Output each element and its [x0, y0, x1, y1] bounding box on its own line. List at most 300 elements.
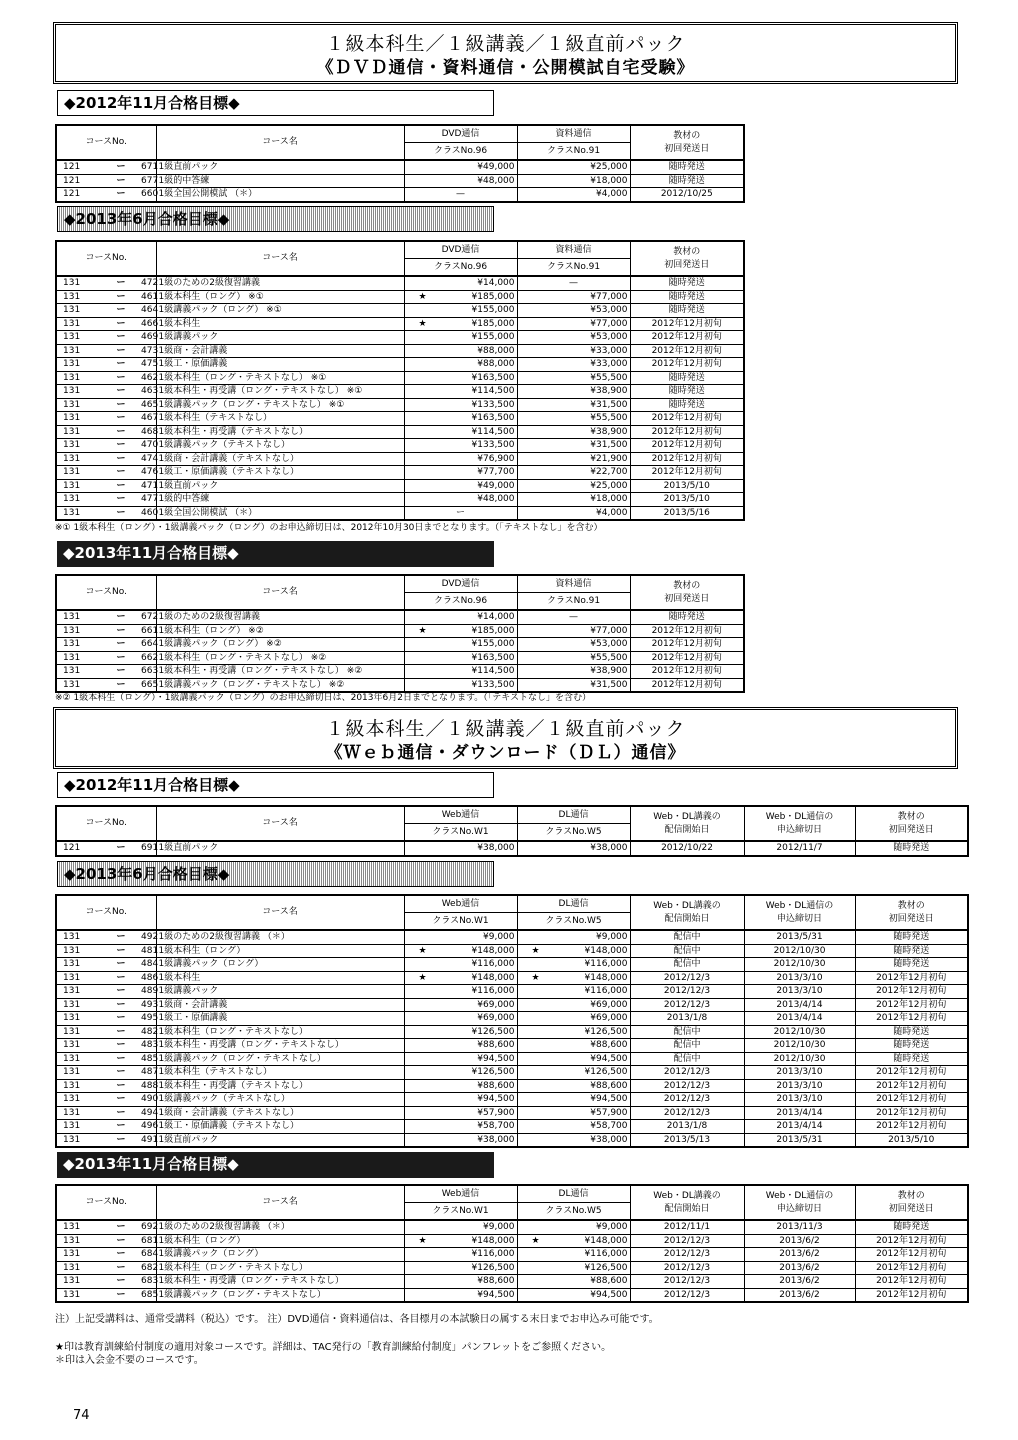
table-row: [56, 624, 744, 638]
footnote-1: 注）上記受講料は、通常受講料（税込）です。 注）DVD通信・資料通信は、各目標月の本試験日の属する末日までお申込み可能です。: [55, 1314, 659, 1325]
course-name: 1級本科生・再受講（ロング・テキストなし） ※②: [156, 665, 404, 679]
dvd-price-value: ¥48,000: [477, 494, 515, 505]
web-table-2013-06: [55, 894, 969, 1148]
web-price: [404, 1220, 517, 1234]
deadline-date: 2012/10/30: [744, 1039, 855, 1053]
dl-price: [517, 958, 630, 972]
table-row: [56, 1275, 968, 1289]
start-date: 2013/5/13: [630, 1133, 744, 1147]
ship-date: 随時発送: [630, 160, 744, 174]
course-name: 1級本科生・再受講（ロング・テキストなし）: [156, 1039, 404, 1053]
dl-price: [517, 1079, 630, 1093]
dvd-price: [404, 188, 517, 202]
course-name: 1級工・原価講義（テキストなし）: [156, 466, 404, 480]
dvd-title-line1: １級本科生／１級講義／１級直前パック: [325, 33, 686, 55]
course-no-dash: ー: [116, 1262, 126, 1273]
table-row: [56, 466, 744, 480]
ship-date: 2012年12月初旬: [855, 1248, 968, 1262]
footnote-3: ＊印は入会金不要のコースです。: [55, 1355, 204, 1366]
table-row: [56, 506, 744, 520]
table-row: [56, 1220, 968, 1234]
course-no-prefix: 131: [63, 480, 81, 491]
shiryo-price: ¥4,000: [517, 188, 630, 202]
dl-price-value: ¥94,500: [590, 1094, 628, 1105]
course-no-dash: ー: [116, 318, 126, 329]
web-price: [404, 1261, 517, 1275]
course-no: [56, 398, 159, 412]
star-icon: ★: [418, 318, 427, 329]
course-no-dash: ー: [116, 1121, 126, 1132]
shiryo-price: ¥55,500: [517, 412, 630, 426]
table-row: [56, 1093, 968, 1107]
web-table-2012-11: [55, 805, 969, 857]
dl-price-value: ¥69,000: [590, 999, 628, 1010]
ship-date: 2012年12月初旬: [855, 1066, 968, 1080]
course-no-dash: ー: [116, 1067, 126, 1078]
shiryo-price: ¥38,900: [517, 665, 630, 679]
course-no-suffix: 481: [141, 945, 159, 956]
ship-date: 随時発送: [630, 174, 744, 188]
course-no-suffix: 496: [141, 1121, 159, 1132]
course-no-prefix: 131: [63, 1053, 81, 1064]
course-no-suffix: 465: [141, 399, 159, 410]
course-no-prefix: 131: [63, 1026, 81, 1037]
deadline-date: 2013/5/31: [744, 930, 855, 944]
course-no-suffix: 692: [141, 1222, 159, 1233]
start-date: 2012/12/3: [630, 1066, 744, 1080]
dvd-note-1: ※① 1級本科生（ロング）・1級講義パック（ロング）のお申込締切日は、2012年10月30日までとなります。（「テキストなし」を含む）: [55, 523, 603, 533]
web-price: [404, 930, 517, 944]
ship-date: 随時発送: [855, 958, 968, 972]
course-no-dash: ー: [116, 1040, 126, 1051]
header-shiryo: 資料通信: [517, 241, 630, 259]
dl-price: [517, 1093, 630, 1107]
deadline-date: 2013/3/10: [744, 1079, 855, 1093]
start-date: 配信中: [630, 1052, 744, 1066]
course-no-suffix: 665: [141, 679, 159, 690]
course-no-dash: ー: [116, 189, 126, 200]
course-no-dash: ー: [116, 1107, 126, 1118]
dl-price-value: ¥94,500: [590, 1289, 628, 1300]
ship-date: 随時発送: [630, 398, 744, 412]
table-row: [56, 998, 968, 1012]
star-icon: ★: [531, 945, 540, 956]
ship-date: 2012年12月初旬: [630, 651, 744, 665]
course-no-dash: ー: [116, 612, 126, 623]
header-course-no: コースNo.: [56, 241, 156, 276]
dvd-price-value: ¥14,000: [477, 278, 515, 289]
dvd-price: [404, 425, 517, 439]
dvd-price-value: ¥133,500: [471, 440, 515, 451]
web-price-value: ¥126,500: [471, 1262, 515, 1273]
header-ship: [855, 1185, 968, 1220]
course-no-dash: ー: [116, 399, 126, 410]
ship-date: 2012年12月初旬: [630, 439, 744, 453]
start-date: 2012/12/3: [630, 971, 744, 985]
dvd-price-value: ¥48,000: [477, 175, 515, 186]
ship-date: 随時発送: [855, 930, 968, 944]
header-deadline-l2: 申込締切日: [776, 1203, 822, 1214]
web-table-2013-11: [55, 1184, 969, 1303]
web-section-2013-06-label: ◆2013年6月合格目標◆: [64, 865, 230, 883]
table-row: [56, 1079, 968, 1093]
dl-price: [517, 1288, 630, 1302]
dl-price: [517, 998, 630, 1012]
course-no-suffix: 470: [141, 440, 159, 451]
dl-price: [517, 841, 630, 856]
table-row: [56, 358, 744, 372]
course-no-prefix: 131: [63, 1262, 81, 1273]
header-ship-l2: 初回発送日: [664, 143, 710, 154]
course-no-prefix: 131: [63, 278, 81, 289]
course-no-dash: ー: [116, 359, 126, 370]
dl-price: [517, 1275, 630, 1289]
dvd-price: [404, 276, 517, 290]
dvd-price-value: ¥114,500: [471, 426, 515, 437]
course-name: 1級本科生（テキストなし）: [156, 1066, 404, 1080]
shiryo-price: ¥77,000: [517, 290, 630, 304]
dvd-price: [404, 651, 517, 665]
ship-date: 2012年12月初旬: [630, 331, 744, 345]
deadline-date: 2013/6/2: [744, 1248, 855, 1262]
course-name: 1級講義パック（ロング） ※①: [156, 304, 404, 318]
course-no-prefix: 131: [63, 494, 81, 505]
dvd-price: [404, 452, 517, 466]
ship-date: 随時発送: [630, 385, 744, 399]
course-name: 1級商・会計講義（テキストなし）: [156, 1106, 404, 1120]
header-ship-l2: 初回発送日: [888, 824, 934, 835]
star-icon: ★: [531, 972, 540, 983]
course-no-dash: ー: [116, 1249, 126, 1260]
course-no-suffix: 462: [141, 372, 159, 383]
dl-price: [517, 1066, 630, 1080]
web-price: [404, 1079, 517, 1093]
header-deadline-l1: Web・DL通信の: [765, 1190, 834, 1201]
course-no-suffix: 463: [141, 386, 159, 397]
dvd-table-2012-11: [55, 124, 745, 203]
header-dl: DL通信: [517, 895, 630, 913]
course-no-prefix: 131: [63, 1222, 81, 1233]
header-start-l2: 配信開始日: [664, 1203, 710, 1214]
course-no-dash: ー: [116, 1080, 126, 1091]
web-price-value: ¥9,000: [483, 1222, 515, 1233]
header-course-name: コース名: [156, 806, 404, 841]
header-dl-class: クラスNo.W5: [517, 824, 630, 842]
deadline-date: 2013/4/14: [744, 1120, 855, 1134]
course-no: [56, 439, 159, 453]
course-no: [56, 1093, 159, 1107]
star-icon: ★: [418, 972, 427, 983]
dvd-price-value: —: [456, 189, 465, 200]
shiryo-price: ¥77,000: [517, 317, 630, 331]
start-date: 2012/12/3: [630, 985, 744, 999]
web-price-value: ¥88,600: [477, 1080, 515, 1091]
course-no-dash: ー: [116, 1094, 126, 1105]
course-no-suffix: 682: [141, 1262, 159, 1273]
dvd-section-2012-11: ◆2012年11月合格目標◆: [57, 90, 494, 116]
dvd-price: [404, 398, 517, 412]
header-deadline-l2: 申込締切日: [776, 913, 822, 924]
header-course-no: コースNo.: [56, 125, 156, 160]
web-price: [404, 1106, 517, 1120]
start-date: 2013/1/8: [630, 1012, 744, 1026]
shiryo-price: ¥38,900: [517, 385, 630, 399]
dl-price-value: ¥88,600: [590, 1080, 628, 1091]
course-no: [56, 971, 159, 985]
course-no-suffix: 660: [141, 189, 159, 200]
course-no-prefix: 131: [63, 372, 81, 383]
deadline-date: 2013/6/2: [744, 1261, 855, 1275]
dl-price-value: ¥116,000: [584, 986, 628, 997]
course-name: 1級講義パック（テキストなし）: [156, 439, 404, 453]
course-no-suffix: 677: [141, 175, 159, 186]
course-name: 1級のための2級復習講義 （＊）: [156, 1220, 404, 1234]
shiryo-price: ¥18,000: [517, 493, 630, 507]
table-row: [56, 371, 744, 385]
deadline-date: 2012/10/30: [744, 1052, 855, 1066]
course-no-prefix: 131: [63, 359, 81, 370]
dl-price: [517, 1120, 630, 1134]
web-price: [404, 985, 517, 999]
course-no-dash: ー: [116, 372, 126, 383]
course-name: 1級講義パック: [156, 985, 404, 999]
start-date: 配信中: [630, 958, 744, 972]
shiryo-price: ¥53,000: [517, 638, 630, 652]
course-no-prefix: 131: [63, 386, 81, 397]
table-row: [56, 610, 744, 624]
web-price: [404, 1093, 517, 1107]
deadline-date: 2013/6/2: [744, 1234, 855, 1248]
header-start-l2: 配信開始日: [664, 913, 710, 924]
course-name: 1級本科生（ロング・テキストなし） ※①: [156, 371, 404, 385]
header-ship: [855, 895, 968, 930]
course-no-dash: ー: [116, 278, 126, 289]
course-no-dash: ー: [116, 945, 126, 956]
table-row: [56, 1039, 968, 1053]
web-price: [404, 841, 517, 856]
ship-date: 2013/5/10: [630, 479, 744, 493]
course-no-suffix: 476: [141, 467, 159, 478]
table-row: [56, 971, 968, 985]
ship-date: 2012年12月初旬: [630, 452, 744, 466]
shiryo-price: ¥4,000: [517, 506, 630, 520]
table-row: [56, 1234, 968, 1248]
course-no-dash: ー: [116, 332, 126, 343]
course-no: [56, 188, 159, 202]
course-no-dash: ー: [116, 1134, 126, 1145]
deadline-date: 2012/10/30: [744, 958, 855, 972]
course-name: 1級工・原価講義: [156, 358, 404, 372]
table-row: [56, 985, 968, 999]
course-no-suffix: 494: [141, 1107, 159, 1118]
table-row: [56, 493, 744, 507]
page-number: 74: [73, 1408, 90, 1423]
dl-price-value: ¥38,000: [590, 1134, 628, 1145]
course-no-suffix: 684: [141, 1249, 159, 1260]
course-no-prefix: 131: [63, 453, 81, 464]
web-price: [404, 1120, 517, 1134]
course-no: [56, 1066, 159, 1080]
dl-price: [517, 1133, 630, 1147]
table-row: [56, 344, 744, 358]
ship-date: 随時発送: [855, 1025, 968, 1039]
shiryo-price: ¥55,500: [517, 371, 630, 385]
web-price-value: ¥116,000: [471, 1249, 515, 1260]
star-icon: ★: [418, 945, 427, 956]
course-no-suffix: 491: [141, 1134, 159, 1145]
dvd-price-value: ¥49,000: [477, 480, 515, 491]
ship-date: 随時発送: [630, 304, 744, 318]
header-start-l1: Web・DL講義の: [653, 900, 721, 911]
course-no-prefix: 131: [63, 1107, 81, 1118]
web-title-line1: １級本科生／１級講義／１級直前パック: [325, 718, 686, 740]
course-no-prefix: 131: [63, 679, 81, 690]
course-no: [56, 638, 159, 652]
header-shiryo-class: クラスNo.91: [517, 143, 630, 161]
dvd-price: [404, 466, 517, 480]
dl-price: [517, 1012, 630, 1026]
course-no-prefix: 121: [63, 162, 81, 173]
deadline-date: 2013/3/10: [744, 1093, 855, 1107]
web-price-value: ¥57,900: [477, 1107, 515, 1118]
ship-date: 2012年12月初旬: [630, 317, 744, 331]
course-no-suffix: 490: [141, 1094, 159, 1105]
header-ship: [630, 575, 744, 610]
table-row: [56, 385, 744, 399]
dl-price-value: ¥116,000: [584, 1249, 628, 1260]
course-name: 1級講義パック（テキストなし）: [156, 1093, 404, 1107]
course-name: 1級講義パック（ロング）: [156, 1248, 404, 1262]
course-no: [56, 958, 159, 972]
dl-price: [517, 1025, 630, 1039]
course-no-suffix: 484: [141, 959, 159, 970]
start-date: 2012/12/3: [630, 1288, 744, 1302]
course-no-dash: ー: [116, 480, 126, 491]
course-name: 1級全国公開模試 （＊）: [156, 188, 404, 202]
web-price-value: ¥9,000: [483, 932, 515, 943]
dvd-section-2013-11: ◆2013年11月合格目標◆: [57, 541, 494, 567]
table-row: [56, 1025, 968, 1039]
ship-date: 随時発送: [630, 371, 744, 385]
dl-price-value: ¥38,000: [590, 843, 628, 854]
dvd-price-value: ¥49,000: [477, 162, 515, 173]
header-dl: DL通信: [517, 1185, 630, 1203]
course-no-dash: ー: [116, 679, 126, 690]
ship-date: 2012年12月初旬: [630, 665, 744, 679]
course-no-dash: ー: [116, 959, 126, 970]
header-ship-l1: 教材の: [673, 580, 701, 591]
course-name: 1級のための2級復習講義: [156, 276, 404, 290]
course-no-prefix: 131: [63, 945, 81, 956]
course-name: 1級講義パック: [156, 331, 404, 345]
course-name: 1級全国公開模試 （＊）: [156, 506, 404, 520]
course-name: 1級直前パック: [156, 479, 404, 493]
shiryo-price: ¥22,700: [517, 466, 630, 480]
shiryo-price: ¥33,000: [517, 358, 630, 372]
header-deadline: [744, 1185, 855, 1220]
dl-price: [517, 1220, 630, 1234]
header-dvd-class: クラスNo.96: [404, 259, 517, 277]
start-date: 配信中: [630, 1039, 744, 1053]
web-price: [404, 1025, 517, 1039]
course-no: [56, 624, 159, 638]
course-no-dash: ー: [116, 639, 126, 650]
header-deadline-l1: Web・DL通信の: [765, 811, 834, 822]
table-row: [56, 188, 744, 202]
dvd-price-value: ¥163,500: [471, 652, 515, 663]
ship-date: 2012年12月初旬: [630, 624, 744, 638]
ship-date: 2012年12月初旬: [855, 985, 968, 999]
dl-price-value: ¥148,000: [584, 972, 628, 983]
header-course-no: コースNo.: [56, 575, 156, 610]
course-name: 1級本科生（ロング・テキストなし）: [156, 1025, 404, 1039]
dvd-section-2013-06: [57, 206, 494, 232]
table-row: [56, 1106, 968, 1120]
dvd-price: [404, 439, 517, 453]
start-date: 配信中: [630, 930, 744, 944]
course-no-suffix: 492: [141, 932, 159, 943]
dvd-price-value: ¥163,500: [471, 413, 515, 424]
ship-date: 2012年12月初旬: [855, 1012, 968, 1026]
course-no-suffix: 466: [141, 318, 159, 329]
header-web-class: クラスNo.W1: [404, 1203, 517, 1221]
course-no-dash: ー: [116, 1289, 126, 1300]
course-no: [56, 304, 159, 318]
ship-date: 2012年12月初旬: [630, 466, 744, 480]
web-price: [404, 971, 517, 985]
shiryo-price: ¥38,900: [517, 425, 630, 439]
course-no-dash: ー: [116, 1053, 126, 1064]
course-no-prefix: 131: [63, 345, 81, 356]
header-deadline: [744, 806, 855, 841]
course-no: [56, 493, 159, 507]
dvd-price-value: ¥133,500: [471, 399, 515, 410]
course-no: [56, 290, 159, 304]
header-ship-l1: 教材の: [897, 900, 925, 911]
dl-price-value: ¥57,900: [590, 1107, 628, 1118]
course-no: [56, 371, 159, 385]
course-no-prefix: 131: [63, 1235, 81, 1246]
dvd-table-2013-06: [55, 240, 745, 521]
dl-price: [517, 1234, 630, 1248]
ship-date: 随時発送: [630, 610, 744, 624]
course-no-suffix: 464: [141, 305, 159, 316]
web-price-value: ¥88,600: [477, 1040, 515, 1051]
start-date: 2012/12/3: [630, 1248, 744, 1262]
ship-date: 随時発送: [630, 290, 744, 304]
deadline-date: 2013/4/14: [744, 1106, 855, 1120]
start-date: 2012/12/3: [630, 1275, 744, 1289]
shiryo-price: ¥55,500: [517, 651, 630, 665]
course-name: 1級商・会計講義（テキストなし）: [156, 452, 404, 466]
start-date: 2012/12/3: [630, 998, 744, 1012]
course-name: 1級商・会計講義: [156, 344, 404, 358]
course-no-dash: ー: [116, 345, 126, 356]
table-row: [56, 651, 744, 665]
course-no: [56, 506, 159, 520]
table-row: [56, 398, 744, 412]
web-price-value: ¥88,600: [477, 1276, 515, 1287]
course-no-dash: ー: [116, 1235, 126, 1246]
course-no-suffix: 474: [141, 453, 159, 464]
dvd-table-2013-11: [55, 574, 745, 693]
web-price-value: ¥94,500: [477, 1053, 515, 1064]
header-ship-l1: 教材の: [897, 1190, 925, 1201]
start-date: 2012/12/3: [630, 1106, 744, 1120]
header-shiryo-class: クラスNo.91: [517, 593, 630, 611]
course-no-suffix: 485: [141, 1053, 159, 1064]
web-price: [404, 998, 517, 1012]
